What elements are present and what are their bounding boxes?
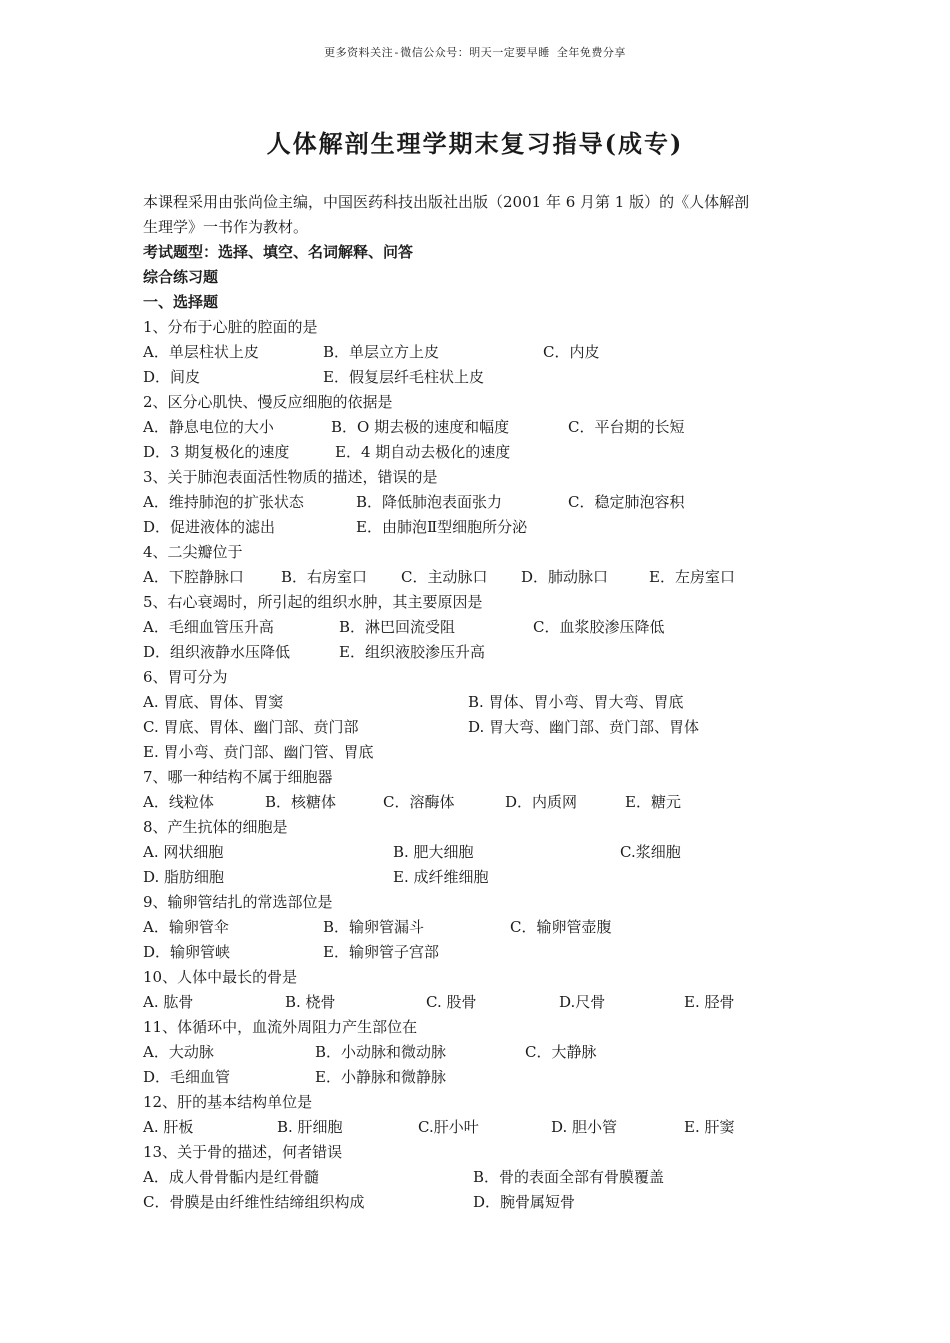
- question-stem: 3、关于肺泡表面活性物质的描述，错误的是: [143, 468, 438, 486]
- option-d: D．3 期复极化的速度: [143, 443, 290, 461]
- option-d: D．内质网: [505, 793, 578, 811]
- option-d: D．组织液静水压降低: [143, 643, 291, 661]
- intro-line-2: 生理学》一书作为教材。: [143, 218, 309, 236]
- option-row: [143, 790, 823, 815]
- option-e: E. 成纤维细胞: [393, 868, 489, 886]
- option-d: D. 脂肪细胞: [143, 868, 225, 886]
- option-a: A. 网状细胞: [143, 843, 224, 861]
- option-a: A．大动脉: [143, 1043, 214, 1061]
- option-b: B．输卵管漏斗: [323, 918, 425, 936]
- option-b: B．单层立方上皮: [323, 343, 440, 361]
- option-e: E．组织液胶渗压升高: [339, 643, 485, 661]
- option-a: A. 肝板: [143, 1118, 194, 1136]
- question-stem: 8、产生抗体的细胞是: [143, 818, 288, 836]
- option-a: A．下腔静脉口: [143, 568, 244, 586]
- subsection-heading: 一、选择题: [143, 293, 219, 311]
- option-c: C. 股骨: [426, 993, 477, 1011]
- option-d: D．输卵管峡: [143, 943, 231, 961]
- option-e: E．糖元: [625, 793, 681, 811]
- option-e: E．假复层纤毛柱状上皮: [323, 368, 484, 386]
- option-c: C．输卵管壶腹: [510, 918, 612, 936]
- option-d: D．腕骨属短骨: [473, 1193, 576, 1211]
- option-b: B. 肝细胞: [277, 1118, 343, 1136]
- option-a: A．输卵管伞: [143, 918, 229, 936]
- question-stem: 7、哪一种结构不属于细胞器: [143, 768, 333, 786]
- option-b: B．降低肺泡表面张力: [356, 493, 503, 511]
- option-e: E．小静脉和微静脉: [315, 1068, 446, 1086]
- option-row: [143, 990, 823, 1015]
- option-b: B．O 期去极的速度和幅度: [331, 418, 510, 436]
- option-c: C．稳定肺泡容积: [568, 493, 685, 511]
- option-row: [143, 715, 823, 740]
- option-e: E．4 期自动去极化的速度: [335, 443, 511, 461]
- option-b: B．右房室口: [281, 568, 368, 586]
- option-a: A. 胃底、胃体、胃窦: [143, 693, 284, 711]
- option-d: D.尺骨: [559, 993, 606, 1011]
- document-title: 人体解剖生理学期末复习指导(成专): [266, 129, 684, 158]
- option-row: [143, 1040, 823, 1065]
- option-a: A．毛细血管压升高: [143, 618, 274, 636]
- question-stem: 9、输卵管结扎的常选部位是: [143, 893, 333, 911]
- option-row: [143, 1190, 823, 1215]
- option-b: B. 肥大细胞: [393, 843, 474, 861]
- option-row: [143, 865, 823, 890]
- option-c: C.浆细胞: [620, 843, 681, 861]
- option-d: D．促进液体的滤出: [143, 518, 276, 536]
- question-stem: 6、胃可分为: [143, 668, 228, 686]
- option-c: C．骨膜是由纤维性结缔组织构成: [143, 1193, 365, 1211]
- option-d: D. 胃大弯、幽门部、贲门部、胃体: [468, 718, 700, 736]
- exam-types: 考试题型：选择、填空、名词解释、问答: [143, 243, 414, 261]
- option-a: A. 肱骨: [143, 993, 194, 1011]
- question-stem: 10、人体中最长的骨是: [143, 968, 298, 986]
- option-row: [143, 490, 823, 515]
- option-row: [143, 640, 823, 665]
- option-a: A．成人骨骨骺内是红骨髓: [143, 1168, 319, 1186]
- question-stem: 4、二尖瓣位于: [143, 543, 243, 561]
- question-stem: 5、右心衰竭时，所引起的组织水肿，其主要原因是: [143, 593, 483, 611]
- option-c: C．溶酶体: [383, 793, 455, 811]
- option-a: A．单层柱状上皮: [143, 343, 259, 361]
- document-body: [143, 190, 823, 1215]
- option-c: C．内皮: [543, 343, 600, 361]
- option-c: C．血浆胶渗压降低: [533, 618, 665, 636]
- option-e: E．输卵管子宫部: [323, 943, 439, 961]
- option-d: D．毛细血管: [143, 1068, 231, 1086]
- option-b: B. 胃体、胃小弯、胃大弯、胃底: [468, 693, 684, 711]
- question-stem: 11、体循环中，血流外周阻力产生部位在: [143, 1018, 418, 1036]
- option-row: [143, 615, 823, 640]
- option-row: [143, 1065, 823, 1090]
- option-row: [143, 440, 823, 465]
- header-note: 更多资料关注-微信公众号：明天一定要早睡 全年免费分享: [324, 46, 626, 59]
- intro-line-1: 本课程采用由张尚俭主编，中国医药科技出版社出版（2001 年 6 月第 1 版）的《人体解剖: [143, 193, 750, 211]
- option-row: [143, 340, 823, 365]
- option-e: E．由肺泡Ⅱ型细胞所分泌: [356, 518, 528, 536]
- option-b: B. 桡骨: [285, 993, 336, 1011]
- option-c: C．主动脉口: [401, 568, 488, 586]
- option-row: [143, 915, 823, 940]
- question-stem: 12、肝的基本结构单位是: [143, 1093, 313, 1111]
- option-d: D．肺动脉口: [521, 568, 609, 586]
- option-e: E. 肝窦: [684, 1118, 735, 1136]
- option-b: B．核糖体: [265, 793, 337, 811]
- option-c: C.肝小叶: [418, 1118, 479, 1136]
- option-b: B．骨的表面全部有骨膜覆盖: [473, 1168, 665, 1186]
- option-c: C．平台期的长短: [568, 418, 685, 436]
- option-d: D. 胆小管: [551, 1118, 618, 1136]
- option-e: E．左房室口: [649, 568, 735, 586]
- option-row: [143, 690, 823, 715]
- question-stem: 1、分布于心脏的腔面的是: [143, 318, 318, 336]
- option-row: [143, 740, 823, 765]
- option-row: [143, 940, 823, 965]
- option-a: A．线粒体: [143, 793, 214, 811]
- option-row: [143, 565, 823, 590]
- option-e: E. 胫骨: [684, 993, 735, 1011]
- section-heading: 综合练习题: [143, 268, 219, 286]
- option-c: C. 胃底、胃体、幽门部、贲门部: [143, 718, 359, 736]
- option-c: C．大静脉: [525, 1043, 597, 1061]
- question-stem: 13、关于骨的描述，何者错误: [143, 1143, 343, 1161]
- option-row: [143, 1115, 823, 1140]
- option-row: [143, 365, 823, 390]
- option-a: A．维持肺泡的扩张状态: [143, 493, 304, 511]
- option-a: A．静息电位的大小: [143, 418, 274, 436]
- question-stem: 2、区分心肌快、慢反应细胞的依据是: [143, 393, 393, 411]
- option-d: D．间皮: [143, 368, 201, 386]
- option-row: [143, 515, 823, 540]
- option-row: [143, 415, 823, 440]
- option-row: [143, 840, 823, 865]
- option-b: B．小动脉和微动脉: [315, 1043, 447, 1061]
- option-b: B．淋巴回流受阻: [339, 618, 456, 636]
- option-e: E. 胃小弯、贲门部、幽门管、胃底: [143, 743, 374, 761]
- option-row: [143, 1165, 823, 1190]
